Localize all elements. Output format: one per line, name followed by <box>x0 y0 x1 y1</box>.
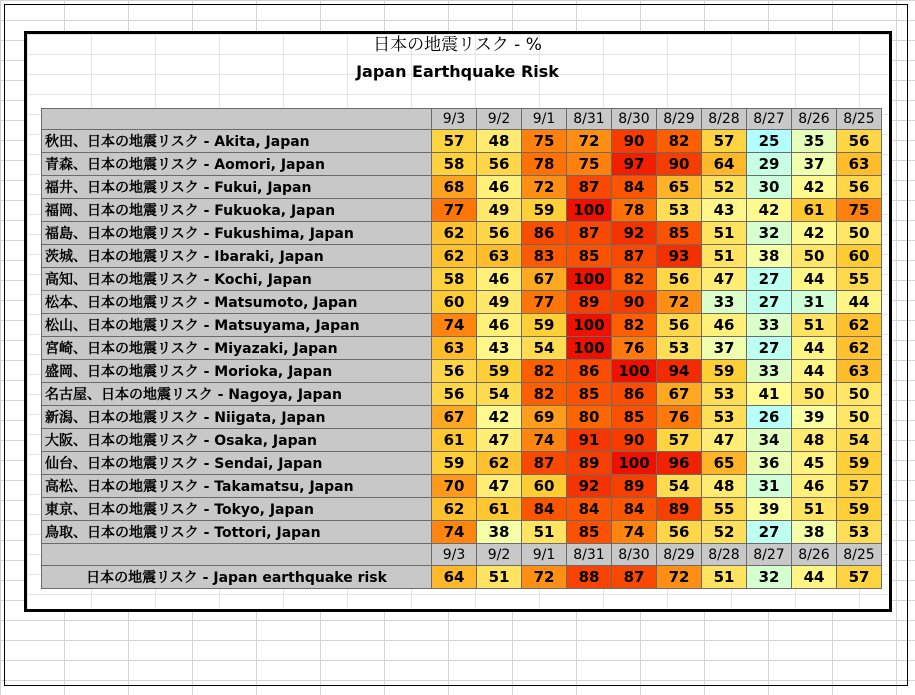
heatmap-cell: 26 <box>747 406 792 429</box>
heatmap-cell: 56 <box>657 268 702 291</box>
heatmap-cell: 77 <box>522 291 567 314</box>
heatmap-cell: 56 <box>657 521 702 544</box>
column-header: 8/25 <box>837 108 882 130</box>
heatmap-cell: 56 <box>837 176 882 199</box>
heatmap-cell: 84 <box>612 176 657 199</box>
heatmap-cell: 44 <box>792 268 837 291</box>
heatmap-cell: 96 <box>657 452 702 475</box>
heatmap-cell: 38 <box>477 521 522 544</box>
summary-cell: 87 <box>612 566 657 589</box>
summary-cell: 64 <box>432 566 477 589</box>
heatmap-cell: 78 <box>522 153 567 176</box>
heatmap-cell: 82 <box>612 314 657 337</box>
heatmap-cell: 47 <box>702 429 747 452</box>
row-label: 松本、日本の地震リスク - Matsumoto, Japan <box>41 291 432 314</box>
row-label: 茨城、日本の地震リスク - Ibaraki, Japan <box>41 245 432 268</box>
heatmap-cell: 75 <box>837 199 882 222</box>
heatmap-cell: 82 <box>612 268 657 291</box>
column-header: 8/25 <box>837 544 882 566</box>
heatmap-cell: 82 <box>522 360 567 383</box>
summary-cell: 72 <box>657 566 702 589</box>
heatmap-cell: 69 <box>522 406 567 429</box>
heatmap-cell: 46 <box>792 475 837 498</box>
heatmap-cell: 57 <box>702 130 747 153</box>
heatmap-cell: 84 <box>522 498 567 521</box>
heatmap-cell: 87 <box>612 245 657 268</box>
row-label: 松山、日本の地震リスク - Matsuyama, Japan <box>41 314 432 337</box>
heatmap-cell: 50 <box>792 245 837 268</box>
heatmap-cell: 41 <box>747 383 792 406</box>
heatmap-cell: 62 <box>432 498 477 521</box>
heatmap-cell: 31 <box>747 475 792 498</box>
heatmap-cell: 51 <box>702 222 747 245</box>
heatmap-cell: 100 <box>567 314 612 337</box>
summary-cell: 51 <box>702 566 747 589</box>
heatmap-cell: 62 <box>477 452 522 475</box>
heatmap-cell: 54 <box>522 337 567 360</box>
heatmap-cell: 85 <box>567 383 612 406</box>
column-header: 8/26 <box>792 108 837 130</box>
heatmap-cell: 85 <box>567 521 612 544</box>
heatmap-cell: 78 <box>612 199 657 222</box>
row-label: 宮崎、日本の地震リスク - Miyazaki, Japan <box>41 337 432 360</box>
column-header: 9/2 <box>477 544 522 566</box>
heatmap-cell: 63 <box>432 337 477 360</box>
heatmap-cell: 59 <box>522 199 567 222</box>
heatmap-cell: 61 <box>792 199 837 222</box>
heatmap-cell: 91 <box>567 429 612 452</box>
heatmap-cell: 87 <box>567 222 612 245</box>
row-label: 高松、日本の地震リスク - Takamatsu, Japan <box>41 475 432 498</box>
heatmap-cell: 60 <box>432 291 477 314</box>
heatmap-cell: 50 <box>792 383 837 406</box>
heatmap-cell: 34 <box>747 429 792 452</box>
heatmap-cell: 44 <box>837 291 882 314</box>
heatmap-cell: 55 <box>837 268 882 291</box>
heatmap-cell: 75 <box>522 130 567 153</box>
heatmap-cell: 86 <box>567 360 612 383</box>
summary-cell: 44 <box>792 566 837 589</box>
heatmap-cell: 49 <box>477 199 522 222</box>
heatmap-cell: 42 <box>792 222 837 245</box>
heatmap-cell: 74 <box>432 521 477 544</box>
heatmap-cell: 97 <box>612 153 657 176</box>
heatmap-cell: 60 <box>837 245 882 268</box>
header-corner <box>41 544 432 566</box>
heatmap-cell: 56 <box>477 153 522 176</box>
heatmap-cell: 84 <box>612 498 657 521</box>
column-header: 8/28 <box>702 108 747 130</box>
heatmap-cell: 38 <box>792 521 837 544</box>
heatmap-cell: 43 <box>702 199 747 222</box>
heatmap-cell: 62 <box>432 222 477 245</box>
heatmap-cell: 53 <box>702 406 747 429</box>
heatmap-cell: 27 <box>747 521 792 544</box>
heatmap-cell: 50 <box>837 406 882 429</box>
heatmap-cell: 51 <box>792 314 837 337</box>
row-label: 仙台、日本の地震リスク - Sendai, Japan <box>41 452 432 475</box>
heatmap-cell: 89 <box>567 291 612 314</box>
heatmap-cell: 86 <box>522 222 567 245</box>
heatmap-cell: 72 <box>657 291 702 314</box>
column-header: 8/31 <box>567 544 612 566</box>
row-label: 高知、日本の地震リスク - Kochi, Japan <box>41 268 432 291</box>
summary-cell: 72 <box>522 566 567 589</box>
heatmap-cell: 63 <box>477 245 522 268</box>
heatmap-cell: 58 <box>432 268 477 291</box>
heatmap-cell: 37 <box>702 337 747 360</box>
row-label: 盛岡、日本の地震リスク - Morioka, Japan <box>41 360 432 383</box>
heatmap-cell: 59 <box>432 452 477 475</box>
heatmap-cell: 68 <box>432 176 477 199</box>
heatmap-cell: 32 <box>747 222 792 245</box>
heatmap-cell: 50 <box>837 222 882 245</box>
heatmap-cell: 51 <box>522 521 567 544</box>
column-header: 8/29 <box>657 108 702 130</box>
heatmap-cell: 27 <box>747 337 792 360</box>
row-label: 名古屋、日本の地震リスク - Nagoya, Japan <box>41 383 432 406</box>
column-header: 8/30 <box>612 108 657 130</box>
row-label: 秋田、日本の地震リスク - Akita, Japan <box>41 130 432 153</box>
heatmap-cell: 67 <box>432 406 477 429</box>
heatmap-cell: 62 <box>837 337 882 360</box>
heatmap-cell: 46 <box>477 314 522 337</box>
heatmap-cell: 76 <box>657 406 702 429</box>
column-header: 8/31 <box>567 108 612 130</box>
heatmap-cell: 46 <box>702 314 747 337</box>
heatmap-cell: 45 <box>792 452 837 475</box>
heatmap-cell: 65 <box>657 176 702 199</box>
heatmap-cell: 58 <box>432 153 477 176</box>
row-label: 鳥取、日本の地震リスク - Tottori, Japan <box>41 521 432 544</box>
heatmap-cell: 100 <box>612 452 657 475</box>
heatmap-cell: 31 <box>792 291 837 314</box>
summary-label: 日本の地震リスク - Japan earthquake risk <box>41 566 432 589</box>
heatmap-cell: 74 <box>432 314 477 337</box>
heatmap-cell: 63 <box>837 153 882 176</box>
heatmap-cell: 56 <box>477 222 522 245</box>
heatmap-cell: 29 <box>747 153 792 176</box>
heatmap-cell: 55 <box>702 498 747 521</box>
summary-cell: 57 <box>837 566 882 589</box>
heatmap-cell: 89 <box>612 475 657 498</box>
summary-cell: 88 <box>567 566 612 589</box>
heatmap-cell: 90 <box>612 429 657 452</box>
heatmap-cell: 51 <box>702 245 747 268</box>
heatmap-cell: 53 <box>702 383 747 406</box>
heatmap-cell: 56 <box>432 383 477 406</box>
heatmap-cell: 72 <box>522 176 567 199</box>
column-header: 8/27 <box>747 108 792 130</box>
heatmap-cell: 74 <box>522 429 567 452</box>
heatmap-cell: 100 <box>567 199 612 222</box>
heatmap-cell: 48 <box>477 130 522 153</box>
row-label: 青森、日本の地震リスク - Aomori, Japan <box>41 153 432 176</box>
heatmap-cell: 35 <box>792 130 837 153</box>
heatmap-cell: 100 <box>567 268 612 291</box>
heatmap-cell: 61 <box>432 429 477 452</box>
column-header: 8/28 <box>702 544 747 566</box>
heatmap-cell: 62 <box>837 314 882 337</box>
heatmap-cell: 38 <box>747 245 792 268</box>
heatmap-cell: 85 <box>657 222 702 245</box>
heatmap-cell: 57 <box>837 475 882 498</box>
row-label: 新潟、日本の地震リスク - Niigata, Japan <box>41 406 432 429</box>
heatmap-cell: 53 <box>657 337 702 360</box>
heatmap-cell: 67 <box>657 383 702 406</box>
heatmap-cell: 44 <box>792 360 837 383</box>
heatmap-cell: 87 <box>522 452 567 475</box>
summary-cell: 51 <box>477 566 522 589</box>
heatmap-cell: 44 <box>792 337 837 360</box>
heatmap-cell: 36 <box>747 452 792 475</box>
heatmap-cell: 56 <box>432 360 477 383</box>
heatmap-cell: 59 <box>837 452 882 475</box>
header-corner <box>41 108 432 130</box>
heatmap-cell: 49 <box>477 291 522 314</box>
heatmap-cell: 51 <box>792 498 837 521</box>
heatmap-cell: 62 <box>432 245 477 268</box>
column-header: 9/1 <box>522 544 567 566</box>
heatmap-cell: 57 <box>657 429 702 452</box>
heatmap-cell: 100 <box>567 337 612 360</box>
heatmap-cell: 33 <box>747 360 792 383</box>
heatmap-cell: 59 <box>702 360 747 383</box>
heatmap-cell: 43 <box>477 337 522 360</box>
heatmap-cell: 76 <box>612 337 657 360</box>
heatmap-cell: 85 <box>612 406 657 429</box>
heatmap-cell: 89 <box>567 452 612 475</box>
heatmap-cell: 83 <box>522 245 567 268</box>
heatmap-cell: 92 <box>567 475 612 498</box>
heatmap-cell: 59 <box>522 314 567 337</box>
heatmap-cell: 48 <box>702 475 747 498</box>
heatmap-cell: 39 <box>747 498 792 521</box>
heatmap-cell: 77 <box>432 199 477 222</box>
row-label: 福島、日本の地震リスク - Fukushima, Japan <box>41 222 432 245</box>
heatmap-cell: 72 <box>567 130 612 153</box>
heatmap-cell: 56 <box>657 314 702 337</box>
heatmap-cell: 61 <box>477 498 522 521</box>
heatmap-cell: 65 <box>702 452 747 475</box>
column-header: 9/1 <box>522 108 567 130</box>
heatmap-cell: 46 <box>477 268 522 291</box>
heatmap-cell: 90 <box>612 130 657 153</box>
heatmap-cell: 39 <box>792 406 837 429</box>
heatmap-cell: 53 <box>837 521 882 544</box>
heatmap-cell: 42 <box>477 406 522 429</box>
heatmap-cell: 47 <box>477 429 522 452</box>
heatmap-cell: 93 <box>657 245 702 268</box>
heatmap-cell: 92 <box>612 222 657 245</box>
summary-cell: 32 <box>747 566 792 589</box>
heatmap-cell: 90 <box>657 153 702 176</box>
heatmap-cell: 75 <box>567 153 612 176</box>
row-label: 東京、日本の地震リスク - Tokyo, Japan <box>41 498 432 521</box>
column-header: 9/2 <box>477 108 522 130</box>
heatmap-cell: 25 <box>747 130 792 153</box>
heatmap-cell: 59 <box>477 360 522 383</box>
heatmap-cell: 53 <box>657 199 702 222</box>
column-header: 8/29 <box>657 544 702 566</box>
heatmap-cell: 59 <box>837 498 882 521</box>
heatmap-cell: 94 <box>657 360 702 383</box>
column-header: 8/30 <box>612 544 657 566</box>
heatmap-cell: 82 <box>657 130 702 153</box>
row-label: 福岡、日本の地震リスク - Fukuoka, Japan <box>41 199 432 222</box>
heatmap-cell: 89 <box>657 498 702 521</box>
heatmap-cell: 86 <box>612 383 657 406</box>
heatmap-cell: 30 <box>747 176 792 199</box>
heatmap-cell: 87 <box>567 176 612 199</box>
heatmap-cell: 47 <box>702 268 747 291</box>
heatmap-cell: 57 <box>432 130 477 153</box>
chart-title: 日本の地震リスク - % <box>373 35 542 55</box>
heatmap-cell: 84 <box>567 498 612 521</box>
heatmap-cell: 54 <box>837 429 882 452</box>
column-header: 8/27 <box>747 544 792 566</box>
heatmap-cell: 27 <box>747 268 792 291</box>
heatmap-cell: 33 <box>702 291 747 314</box>
heatmap-cell: 60 <box>522 475 567 498</box>
heatmap-cell: 90 <box>612 291 657 314</box>
heatmap-cell: 54 <box>477 383 522 406</box>
heatmap-cell: 80 <box>567 406 612 429</box>
column-header: 9/3 <box>432 108 477 130</box>
heatmap-cell: 48 <box>792 429 837 452</box>
heatmap-cell: 67 <box>522 268 567 291</box>
heatmap-cell: 54 <box>657 475 702 498</box>
heatmap-cell: 42 <box>747 199 792 222</box>
heatmap-cell: 33 <box>747 314 792 337</box>
heatmap-cell: 42 <box>792 176 837 199</box>
heatmap-cell: 52 <box>702 521 747 544</box>
heatmap-cell: 47 <box>477 475 522 498</box>
column-header: 9/3 <box>432 544 477 566</box>
heatmap-cell: 52 <box>702 176 747 199</box>
heatmap-cell: 74 <box>612 521 657 544</box>
row-label: 福井、日本の地震リスク - Fukui, Japan <box>41 176 432 199</box>
column-header: 8/26 <box>792 544 837 566</box>
heatmap-cell: 64 <box>702 153 747 176</box>
heatmap-cell: 27 <box>747 291 792 314</box>
heatmap-cell: 37 <box>792 153 837 176</box>
row-label: 大阪、日本の地震リスク - Osaka, Japan <box>41 429 432 452</box>
heatmap-cell: 100 <box>612 360 657 383</box>
heatmap-cell: 46 <box>477 176 522 199</box>
heatmap-cell: 82 <box>522 383 567 406</box>
chart-subtitle: Japan Earthquake Risk <box>356 62 559 81</box>
heatmap-cell: 56 <box>837 130 882 153</box>
heatmap-cell: 70 <box>432 475 477 498</box>
heatmap-cell: 63 <box>837 360 882 383</box>
heatmap-cell: 85 <box>567 245 612 268</box>
heatmap-cell: 50 <box>837 383 882 406</box>
